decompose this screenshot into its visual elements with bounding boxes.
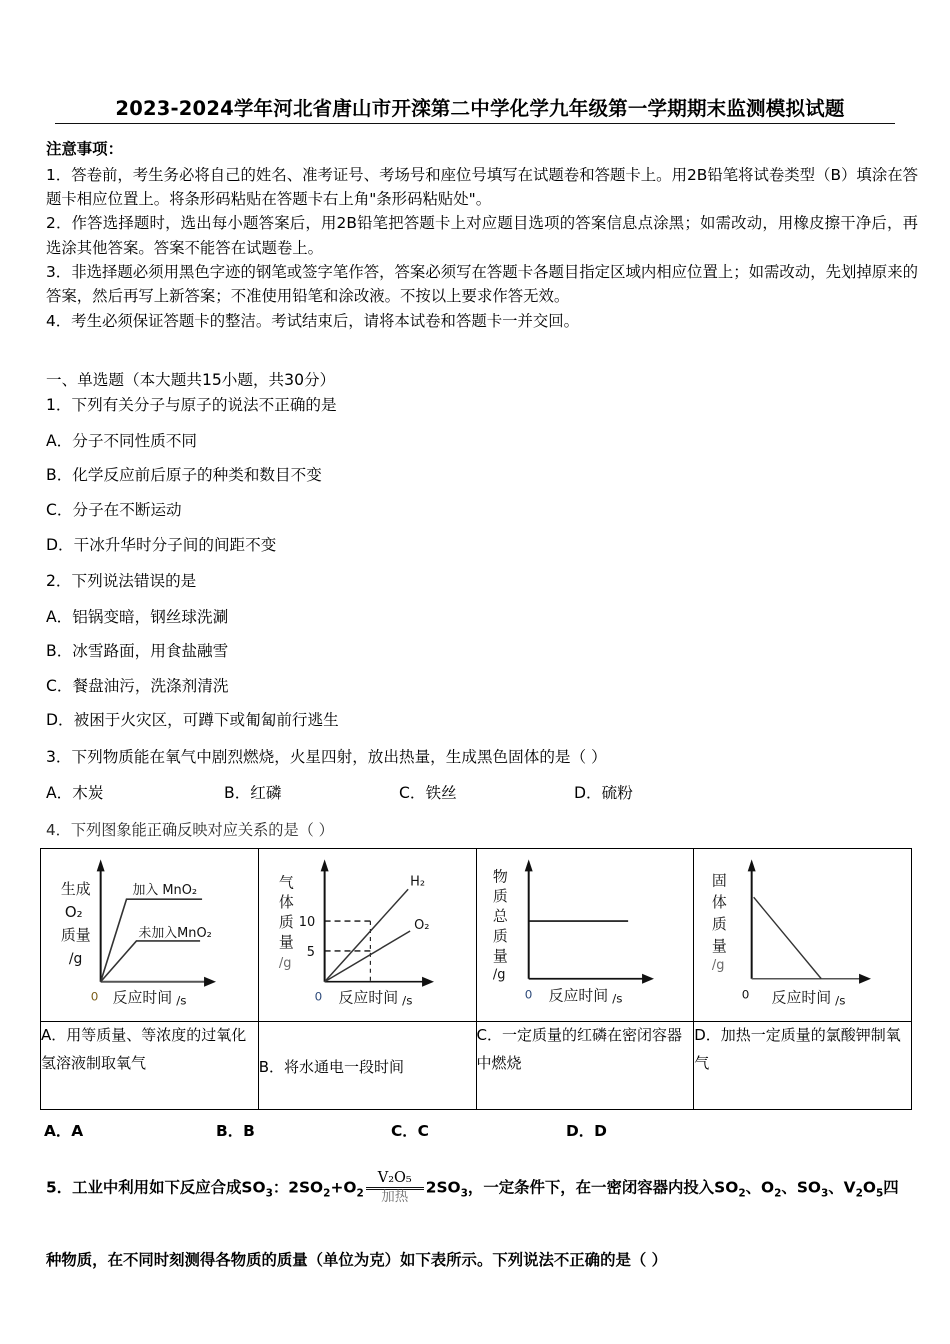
question-5-colon: ：2SO [272,1178,324,1197]
chart-caption-c: C．一定质量的红磷在密闭容器中燃烧 [476,1022,694,1110]
svg-text:总: 总 [492,907,508,926]
heating-label: 加热 [381,1188,409,1205]
chart-caption-a: A．用等质量、等浓度的过氧化氢溶液制取氧气 [41,1022,259,1110]
svg-text:质: 质 [492,887,508,906]
q5-sub-2e: 2 [855,1187,863,1200]
question-3-option-a[interactable]: A．木炭 [46,784,104,803]
svg-text:/g: /g [712,958,725,974]
svg-text:10: 10 [298,915,315,931]
svg-text:/g: /g [492,968,505,984]
question-4-text: 下列图象能正确反映对应关系的是（ ） [70,821,334,840]
q5-sub-2c: 2 [738,1187,746,1200]
svg-text:反应时间: 反应时间 [548,987,608,1006]
svg-text:反应时间: 反应时间 [112,989,173,1008]
chart-cell-c [476,849,694,1022]
svg-text:质量: 质量 [60,926,91,945]
notice-item-2: 2．作答选择题时，选出每小题答案后，用2B铅笔把答题卡上对应题目选项的答案信息点涂黑；如需改动，用橡皮擦干净后，再选涂其他答案。答案不能答在试题卷上。 [46,214,918,257]
question-5-line2: 种物质，在不同时刻测得各物质的质量（单位为克）如下表所示。下列说法不正确的是（ ） [46,1251,667,1270]
q5-sub-2b: 2 [356,1187,364,1200]
notice-heading: 注意事项： [46,140,123,159]
question-2-number: 2． [46,572,72,591]
notice-item-4: 4．考生必须保证答题卡的整洁。考试结束后，请将本试卷和答题卡一并交回。 [46,311,580,330]
svg-text:物: 物 [492,867,508,886]
svg-text:0: 0 [524,988,532,1003]
svg-text:O₂: O₂ [64,903,83,922]
q5-sub-2d: 2 [774,1187,782,1200]
question-4-answer-row [44,1119,950,1141]
svg-text:反应时间: 反应时间 [338,989,398,1008]
question-1-number: 1． [46,396,72,415]
notice-item-3: 3．非选择题必须用黑色字迹的钢笔或签字笔作答，答案必须写在答题卡各题目指定区域内相应位置上；如需改动，先划掉原来的答案，然后再写上新答案；不准使用铅笔和涂改液。不按以上要求作答无效。 [46,263,918,306]
notice-block [46,137,918,333]
notice-item-1: 1．答卷前，考生务必将自己的姓名、准考证号、考场号和座位号填写在试题卷和答题卡上。用2B铅笔将试卷类型（B）填涂在答题卡相应位置上。将条形码粘贴在答题卡右上角"条形码粘贴处"。 [46,165,918,209]
chart-b-graph [259,849,476,1021]
chart-d-graph [694,849,911,1021]
svg-text:反应时间: 反应时间 [771,989,832,1008]
question-2-option-a[interactable]: A．铝锅变暗，钢丝球洗涮 [46,607,229,626]
question-2-option-b[interactable]: B．冰雪路面，用食盐融雪 [46,642,229,661]
question-3-option-c[interactable]: C．铁丝 [399,784,457,803]
svg-text:量: 量 [712,937,728,956]
question-5-text-before: 工业中利用如下反应合成SO [72,1178,266,1197]
question-2-option-c[interactable]: C．餐盘油污，洗涤剂清洗 [46,676,229,695]
question-5-stem [46,1171,912,1205]
q5-t3: 、V [828,1178,856,1197]
question-4-stem [46,819,950,840]
section-heading: 一、单选题（本大题共15小题，共30分） [46,371,336,389]
svg-text:质: 质 [278,913,294,932]
question-3-options [46,781,950,803]
svg-text:H₂: H₂ [409,874,425,890]
question-4-answer-a[interactable]: A．A [44,1122,84,1141]
svg-text:固: 固 [712,871,728,890]
question-3-text: 下列物质能在氧气中剧烈燃烧，火星四射，放出热量，生成黑色固体的是（ ） [71,748,607,767]
q5-sub-5: 5 [875,1187,884,1200]
svg-text:体: 体 [712,893,728,912]
question-5-tail: ，一定条件下，在一密闭容器内投入SO [467,1178,739,1197]
q5-sub-3a: 3 [265,1187,273,1200]
svg-text:0: 0 [314,990,323,1005]
svg-text:体: 体 [278,893,294,912]
chart-cell-d [694,849,912,1022]
chart-caption-b: B．将水通电一段时间 [258,1022,476,1110]
svg-text:未加入MnO₂: 未加入MnO₂ [138,926,212,942]
question-5-number: 5． [46,1178,73,1197]
svg-text:/s: /s [611,992,622,1007]
question-3-number: 3． [46,748,72,767]
q5-t1: 、O [745,1178,775,1197]
chart-cell-b [258,849,476,1022]
svg-text:/s: /s [176,994,187,1009]
chart-caption-d: D．加热一定质量的氯酸钾制氧气 [694,1022,912,1110]
question-5-product: 2SO [425,1178,461,1197]
caption-row [41,1022,912,1110]
svg-text:5: 5 [306,945,315,961]
svg-text:气: 气 [278,873,294,892]
reaction-condition [366,1171,424,1205]
q5-t2: 、SO [781,1178,821,1197]
question-4-answer-d[interactable]: D．D [566,1122,607,1141]
svg-text:0: 0 [741,988,750,1003]
question-5-plus-o: +O [330,1178,357,1197]
q5-t5: 四 [883,1178,899,1197]
question-3-option-d[interactable]: D．硫粉 [574,784,633,803]
question-2-option-d[interactable]: D．被困于火灾区，可蹲下或匍匐前行逃生 [46,711,339,730]
title-underline [55,123,895,124]
question-1-option-b[interactable]: B．化学反应前后原子的种类和数目不变 [46,466,322,485]
question-2-text: 下列说法错误的是 [71,572,197,591]
catalyst-label: V₂O₅ [377,1170,412,1187]
question-1-text: 下列有关分子与原子的说法不正确的是 [71,396,337,415]
svg-text:加入 MnO₂: 加入 MnO₂ [132,883,198,899]
svg-text:/s: /s [401,994,413,1009]
question-1-stem [46,394,950,417]
svg-text:0: 0 [90,990,99,1005]
chart-cell-a [41,849,259,1022]
svg-text:量: 量 [492,947,508,966]
q5-t4: O [862,1178,876,1197]
svg-text:生成: 生成 [60,880,91,899]
q5-sub-3b: 3 [460,1187,468,1200]
question-4-answer-b[interactable]: B．B [216,1122,255,1141]
svg-text:质: 质 [712,915,728,934]
question-1-option-c[interactable]: C．分子在不断运动 [46,501,182,519]
question-4-answer-c[interactable]: C．C [391,1122,429,1141]
svg-text:O₂: O₂ [413,918,430,934]
question-1-option-a[interactable]: A．分子不同性质不同 [46,431,198,450]
chart-row [41,849,912,1022]
page-title: 2023-2024学年河北省唐山市开滦第二中学化学九年级第一学期期末监测模拟试题 [115,97,845,120]
q5-sub-2a: 2 [323,1187,331,1200]
svg-text:/s: /s [835,994,846,1009]
question-1-option-d[interactable]: D．干冰升华时分子间的间距不变 [46,535,277,554]
graph-comparison-table [40,848,912,1110]
question-4-number: 4． [46,821,71,840]
svg-text:/g: /g [278,956,292,972]
question-2-stem [46,570,950,593]
svg-text:/g: /g [68,951,83,968]
q5-sub-3c: 3 [820,1187,829,1200]
svg-text:质: 质 [492,927,508,946]
chart-c-graph [477,849,694,1021]
question-3-option-b[interactable]: B．红磷 [224,784,282,803]
chart-a-graph [41,849,258,1021]
svg-text:量: 量 [278,933,294,952]
question-3-stem [46,746,950,769]
